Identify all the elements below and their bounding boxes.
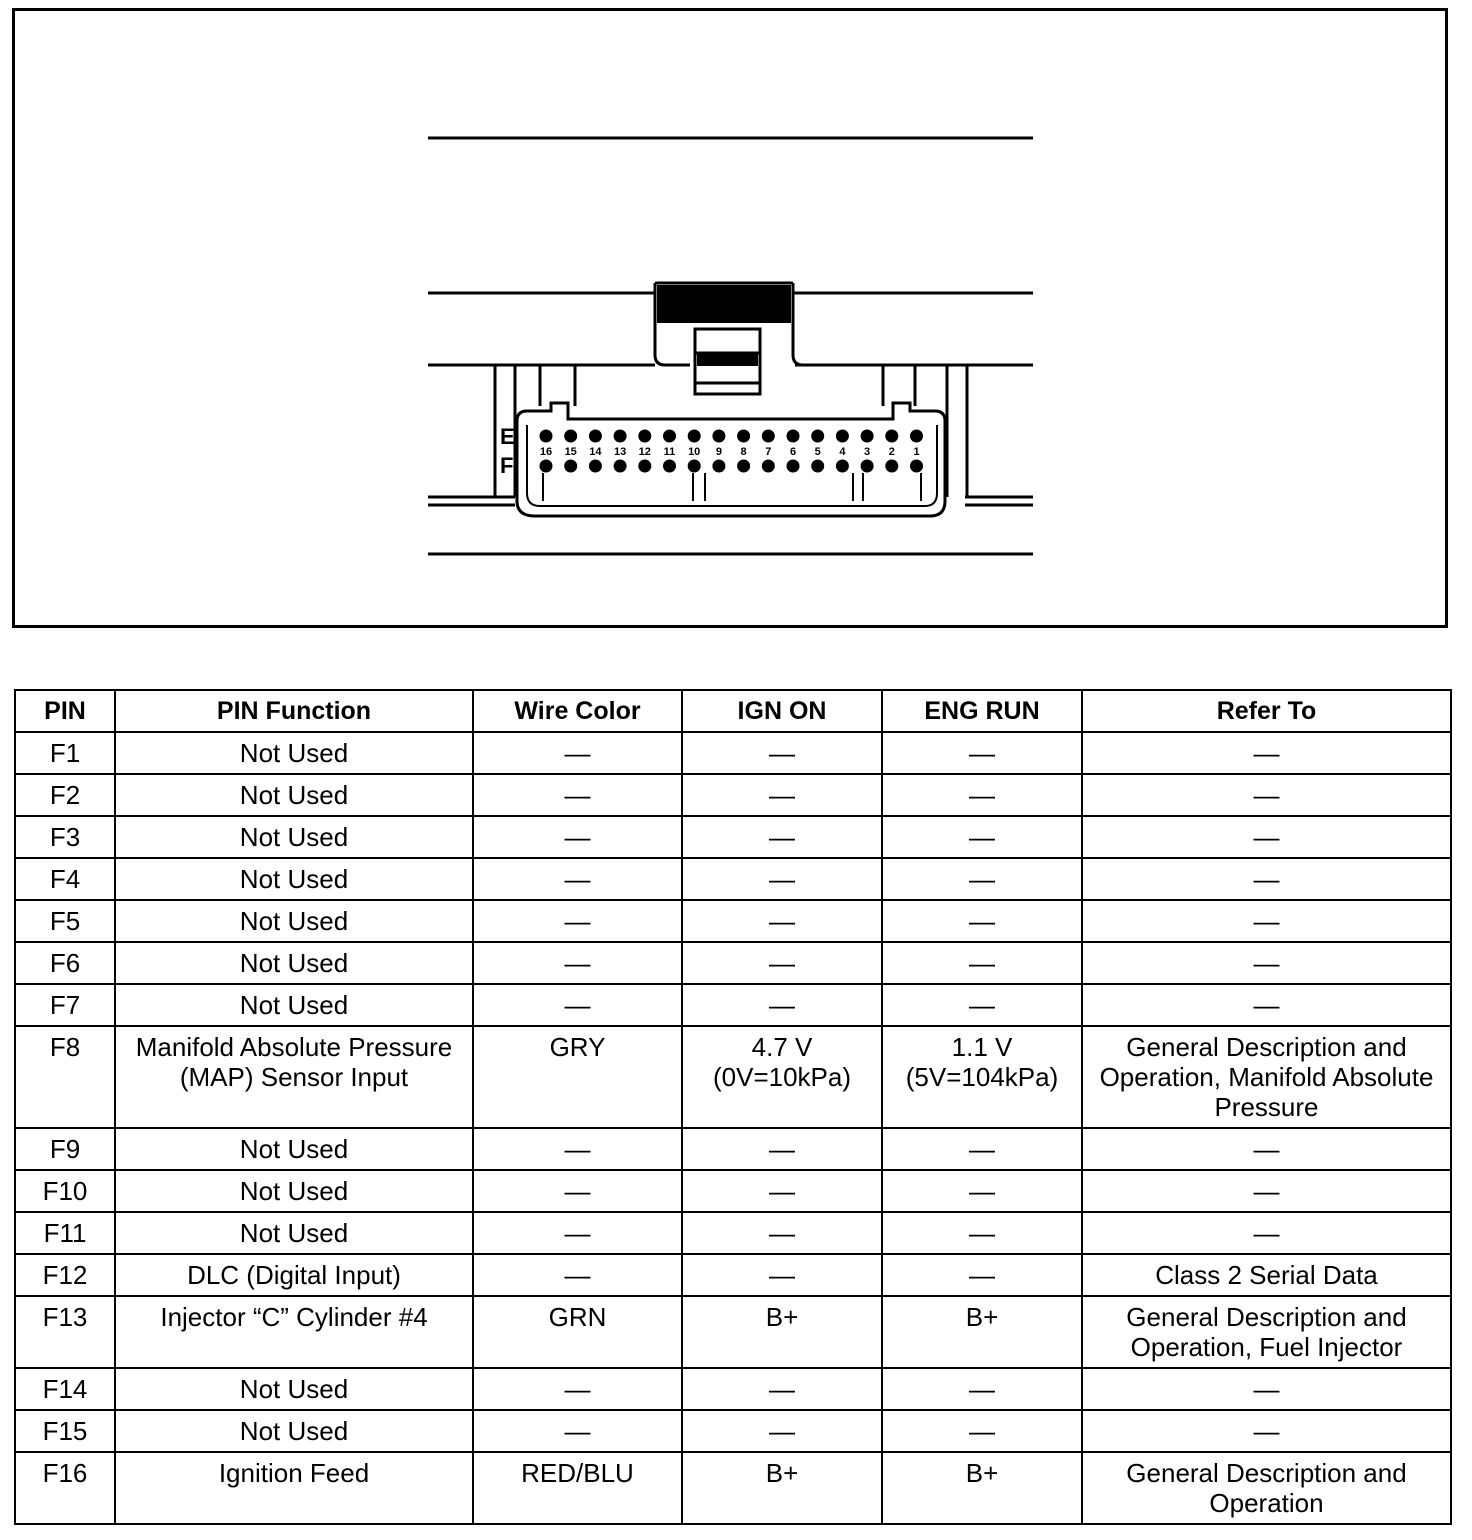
pin-e-10 bbox=[688, 430, 701, 443]
cell-refer-to: — bbox=[1082, 1212, 1451, 1254]
cell-wire-color: RED/BLU bbox=[473, 1452, 682, 1524]
cell-pin-function: Not Used bbox=[115, 984, 473, 1026]
pin-f-6 bbox=[787, 460, 800, 473]
pin-e-8 bbox=[737, 430, 750, 443]
pin-e-1 bbox=[910, 430, 923, 443]
pin-e-16 bbox=[540, 430, 553, 443]
cell-pin: F13 bbox=[15, 1296, 115, 1368]
cell-wire-color: — bbox=[473, 1128, 682, 1170]
cell-pin: F9 bbox=[15, 1128, 115, 1170]
cell-wire-color: — bbox=[473, 942, 682, 984]
cell-eng-run: — bbox=[882, 774, 1082, 816]
pin-number-8: 8 bbox=[740, 446, 747, 458]
pin-f-3 bbox=[861, 460, 874, 473]
header-pin-function: PIN Function bbox=[115, 690, 473, 732]
table-row bbox=[15, 1170, 1451, 1212]
cell-pin-function: Manifold Absolute Pressure (MAP) Sensor Input bbox=[115, 1026, 473, 1128]
cell-refer-to: — bbox=[1082, 732, 1451, 774]
cell-refer-to: — bbox=[1082, 1368, 1451, 1410]
table-row bbox=[15, 1212, 1451, 1254]
table-row bbox=[15, 942, 1451, 984]
pin-f-4 bbox=[836, 460, 849, 473]
pin-number-11: 11 bbox=[663, 446, 676, 458]
pin-number-6: 6 bbox=[789, 446, 797, 458]
cell-eng-run: 1.1 V (5V=104kPa) bbox=[882, 1026, 1082, 1128]
cell-eng-run: — bbox=[882, 858, 1082, 900]
cell-ign-on: — bbox=[682, 1170, 882, 1212]
cell-refer-to: — bbox=[1082, 942, 1451, 984]
header-refer-to: Refer To bbox=[1082, 690, 1451, 732]
pin-number-10: 10 bbox=[688, 446, 701, 458]
cell-refer-to: — bbox=[1082, 858, 1451, 900]
cell-eng-run: — bbox=[882, 984, 1082, 1026]
connector-diagram bbox=[12, 8, 1448, 628]
cell-pin: F12 bbox=[15, 1254, 115, 1296]
cell-pin: F11 bbox=[15, 1212, 115, 1254]
lock-tab-fill bbox=[657, 285, 791, 323]
cell-wire-color: — bbox=[473, 1254, 682, 1296]
table-row bbox=[15, 1410, 1451, 1452]
cell-refer-to: — bbox=[1082, 1128, 1451, 1170]
cell-pin: F16 bbox=[15, 1452, 115, 1524]
cell-eng-run: — bbox=[882, 816, 1082, 858]
cell-eng-run: B+ bbox=[882, 1452, 1082, 1524]
cell-wire-color: — bbox=[473, 732, 682, 774]
pin-f-13 bbox=[614, 460, 627, 473]
pin-e-3 bbox=[861, 430, 874, 443]
pin-f-9 bbox=[712, 460, 725, 473]
cell-eng-run: B+ bbox=[882, 1296, 1082, 1368]
header-pin: PIN bbox=[15, 690, 115, 732]
cell-ign-on: — bbox=[682, 858, 882, 900]
cell-wire-color: — bbox=[473, 858, 682, 900]
table-row bbox=[15, 774, 1451, 816]
cell-ign-on: — bbox=[682, 1128, 882, 1170]
pin-e-5 bbox=[811, 430, 824, 443]
pin-number-5: 5 bbox=[814, 446, 821, 458]
cell-pin-function: Not Used bbox=[115, 774, 473, 816]
pin-e-12 bbox=[638, 430, 651, 443]
cell-wire-color: — bbox=[473, 816, 682, 858]
pin-number-2: 2 bbox=[888, 446, 895, 458]
cell-eng-run: — bbox=[882, 942, 1082, 984]
cell-pin: F14 bbox=[15, 1368, 115, 1410]
pin-f-10 bbox=[688, 460, 701, 473]
pin-number-4: 4 bbox=[839, 446, 846, 458]
cell-refer-to: General Description and Operation, Fuel Injector bbox=[1082, 1296, 1451, 1368]
pin-f-15 bbox=[564, 460, 577, 473]
cell-refer-to: Class 2 Serial Data bbox=[1082, 1254, 1451, 1296]
pin-number-14: 14 bbox=[589, 446, 602, 458]
cell-pin-function: Ignition Feed bbox=[115, 1452, 473, 1524]
pins-row-e bbox=[540, 430, 924, 443]
table-row bbox=[15, 1452, 1451, 1524]
cell-pin-function: Injector “C” Cylinder #4 bbox=[115, 1296, 473, 1368]
cell-wire-color: — bbox=[473, 900, 682, 942]
row-label-f: F bbox=[500, 453, 514, 478]
cell-wire-color: — bbox=[473, 774, 682, 816]
cell-ign-on: — bbox=[682, 816, 882, 858]
pin-f-16 bbox=[540, 460, 553, 473]
table-row bbox=[15, 816, 1451, 858]
cell-pin: F8 bbox=[15, 1026, 115, 1128]
cell-refer-to: — bbox=[1082, 1170, 1451, 1212]
cell-pin: F4 bbox=[15, 858, 115, 900]
cell-ign-on: — bbox=[682, 1368, 882, 1410]
pin-f-5 bbox=[811, 460, 824, 473]
cell-eng-run: — bbox=[882, 900, 1082, 942]
cell-pin: F6 bbox=[15, 942, 115, 984]
pin-number-9: 9 bbox=[715, 446, 722, 458]
pin-e-4 bbox=[836, 430, 849, 443]
pin-number-1: 1 bbox=[913, 446, 920, 458]
pin-f-7 bbox=[762, 460, 775, 473]
pin-f-12 bbox=[638, 460, 651, 473]
cell-ign-on: B+ bbox=[682, 1296, 882, 1368]
cell-pin: F3 bbox=[15, 816, 115, 858]
cell-refer-to: — bbox=[1082, 816, 1451, 858]
cell-wire-color: — bbox=[473, 1368, 682, 1410]
cell-wire-color: GRN bbox=[473, 1296, 682, 1368]
pin-number-3: 3 bbox=[864, 446, 871, 458]
pin-f-8 bbox=[737, 460, 750, 473]
cell-wire-color: — bbox=[473, 1410, 682, 1452]
cell-pin-function: Not Used bbox=[115, 732, 473, 774]
table-row bbox=[15, 1368, 1451, 1410]
table-row bbox=[15, 858, 1451, 900]
cell-eng-run: — bbox=[882, 1410, 1082, 1452]
cell-eng-run: — bbox=[882, 1368, 1082, 1410]
cell-wire-color: — bbox=[473, 1212, 682, 1254]
table-row bbox=[15, 900, 1451, 942]
cell-pin-function: Not Used bbox=[115, 858, 473, 900]
pin-number-16: 16 bbox=[539, 446, 553, 458]
table-row bbox=[15, 1296, 1451, 1368]
cell-ign-on: — bbox=[682, 732, 882, 774]
pin-f-1 bbox=[910, 460, 923, 473]
cell-ign-on: B+ bbox=[682, 1452, 882, 1524]
table-row bbox=[15, 1254, 1451, 1296]
pin-table bbox=[14, 689, 1452, 1525]
pin-e-11 bbox=[663, 430, 676, 443]
cell-pin: F15 bbox=[15, 1410, 115, 1452]
connector-drawing bbox=[15, 11, 1451, 631]
cell-refer-to: General Description and Operation bbox=[1082, 1452, 1451, 1524]
cell-pin-function: Not Used bbox=[115, 900, 473, 942]
cell-pin: F5 bbox=[15, 900, 115, 942]
cell-pin: F10 bbox=[15, 1170, 115, 1212]
cell-refer-to: — bbox=[1082, 900, 1451, 942]
pin-number-13: 13 bbox=[613, 446, 627, 458]
cell-pin: F2 bbox=[15, 774, 115, 816]
cell-pin: F7 bbox=[15, 984, 115, 1026]
cell-pin-function: Not Used bbox=[115, 1212, 473, 1254]
pin-number-7: 7 bbox=[765, 446, 772, 458]
cell-ign-on: — bbox=[682, 774, 882, 816]
cell-pin: F1 bbox=[15, 732, 115, 774]
cell-pin-function: Not Used bbox=[115, 1368, 473, 1410]
cell-wire-color: GRY bbox=[473, 1026, 682, 1128]
table-row bbox=[15, 732, 1451, 774]
cell-ign-on: — bbox=[682, 942, 882, 984]
cell-pin-function: Not Used bbox=[115, 1410, 473, 1452]
cell-eng-run: — bbox=[882, 1128, 1082, 1170]
table-row bbox=[15, 1128, 1451, 1170]
pin-number-15: 15 bbox=[564, 446, 577, 458]
pin-f-11 bbox=[663, 460, 676, 473]
pin-e-7 bbox=[762, 430, 775, 443]
table-row bbox=[15, 1026, 1451, 1128]
cell-eng-run: — bbox=[882, 732, 1082, 774]
pin-number-labels bbox=[540, 446, 920, 458]
cell-eng-run: — bbox=[882, 1254, 1082, 1296]
cell-eng-run: — bbox=[882, 1170, 1082, 1212]
cell-ign-on: — bbox=[682, 1410, 882, 1452]
row-label-e: E bbox=[500, 424, 515, 449]
cell-ign-on: — bbox=[682, 1254, 882, 1296]
cell-eng-run: — bbox=[882, 1212, 1082, 1254]
cell-refer-to: — bbox=[1082, 984, 1451, 1026]
pin-table-body bbox=[15, 732, 1451, 1524]
cell-ign-on: 4.7 V (0V=10kPa) bbox=[682, 1026, 882, 1128]
cell-pin-function: Not Used bbox=[115, 1170, 473, 1212]
cell-wire-color: — bbox=[473, 984, 682, 1026]
table-row bbox=[15, 984, 1451, 1026]
pin-e-13 bbox=[614, 430, 627, 443]
cell-refer-to: — bbox=[1082, 1410, 1451, 1452]
cell-pin-function: Not Used bbox=[115, 1128, 473, 1170]
header-ign-on: IGN ON bbox=[682, 690, 882, 732]
pins-row-f bbox=[540, 460, 924, 473]
pin-e-6 bbox=[787, 430, 800, 443]
pin-e-2 bbox=[885, 430, 898, 443]
header-eng-run: ENG RUN bbox=[882, 690, 1082, 732]
connector-body bbox=[517, 403, 945, 516]
table-header-row bbox=[15, 690, 1451, 732]
cell-refer-to: — bbox=[1082, 774, 1451, 816]
header-wire-color: Wire Color bbox=[473, 690, 682, 732]
cell-ign-on: — bbox=[682, 984, 882, 1026]
cell-ign-on: — bbox=[682, 1212, 882, 1254]
pin-e-14 bbox=[589, 430, 602, 443]
cell-pin-function: Not Used bbox=[115, 942, 473, 984]
cell-pin-function: Not Used bbox=[115, 816, 473, 858]
pin-f-2 bbox=[885, 460, 898, 473]
pin-f-14 bbox=[589, 460, 602, 473]
pin-number-12: 12 bbox=[638, 446, 651, 458]
pin-e-9 bbox=[712, 430, 725, 443]
cell-wire-color: — bbox=[473, 1170, 682, 1212]
cell-ign-on: — bbox=[682, 900, 882, 942]
cell-refer-to: General Description and Operation, Manifold Absolute Pressure bbox=[1082, 1026, 1451, 1128]
cell-pin-function: DLC (Digital Input) bbox=[115, 1254, 473, 1296]
pin-e-15 bbox=[564, 430, 577, 443]
